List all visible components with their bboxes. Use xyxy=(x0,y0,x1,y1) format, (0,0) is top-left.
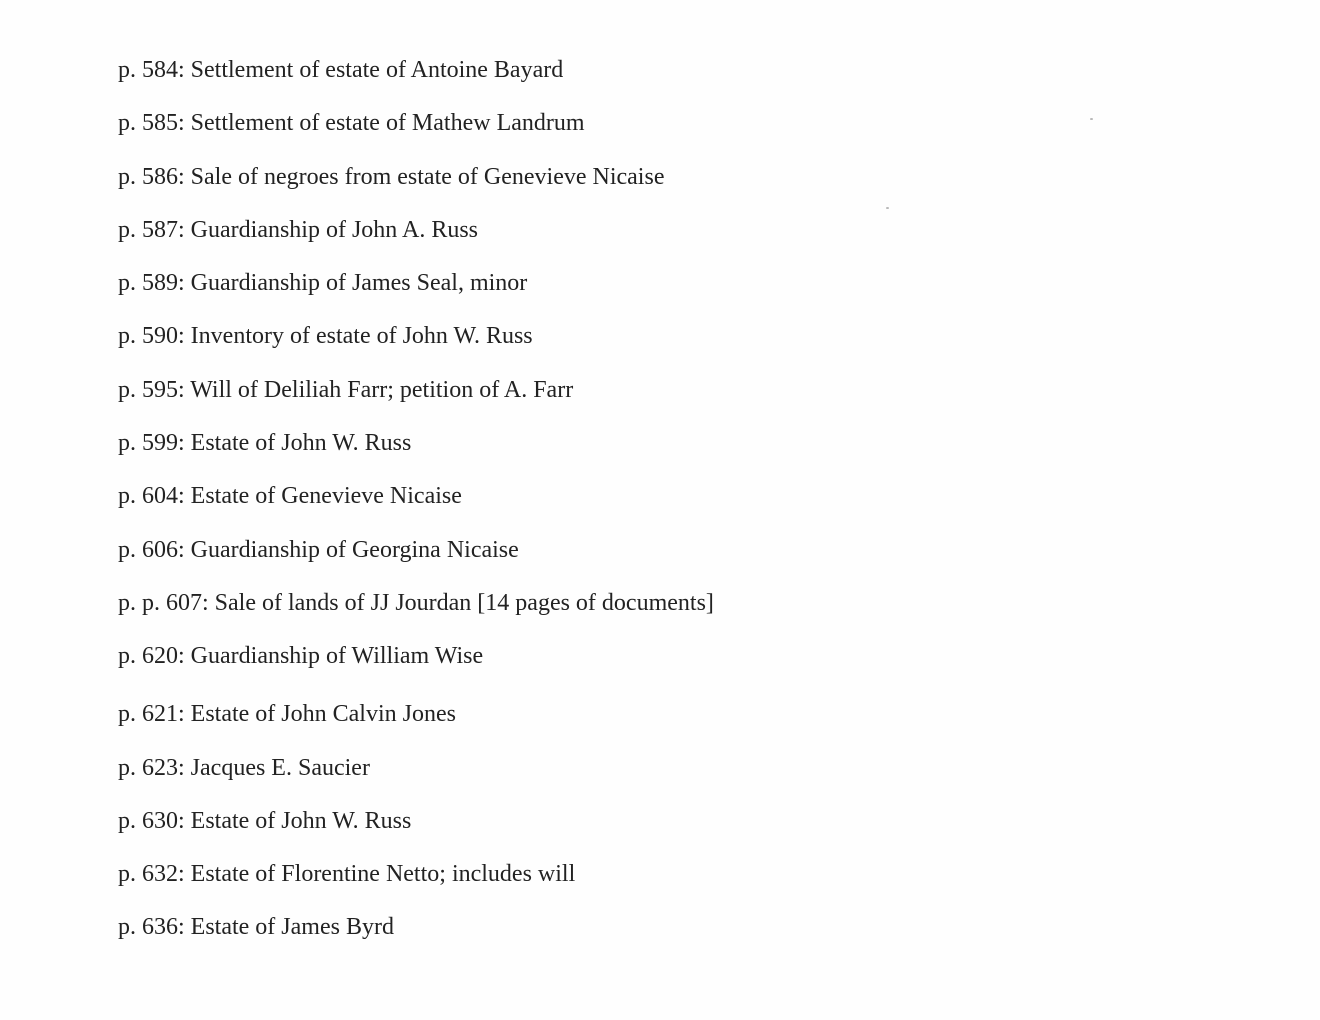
list-item: p. 620: Guardianship of William Wise xyxy=(118,643,484,670)
list-item: p. 632: Estate of Florentine Netto; includes will xyxy=(118,861,576,888)
list-item: p. 606: Guardianship of Georgina Nicaise xyxy=(118,536,519,563)
scan-speck xyxy=(1090,118,1093,120)
list-item: p. 623: Jacques E. Saucier xyxy=(118,754,370,781)
list-item: p. 584: Settlement of estate of Antoine Bayard xyxy=(118,57,564,83)
list-item: p. p. 607: Sale of lands of JJ Jourdan [14 pages of documents] xyxy=(118,589,714,616)
list-item: p. 604: Estate of Genevieve Nicaise xyxy=(118,483,462,510)
list-item: p. 636: Estate of James Byrd xyxy=(118,914,394,941)
scan-speck xyxy=(886,207,889,209)
list-item: p. 630: Estate of John W. Russ xyxy=(118,807,412,834)
list-item: p. 587: Guardianship of John A. Russ xyxy=(118,216,478,243)
list-item: p. 599: Estate of John W. Russ xyxy=(118,430,412,457)
list-item: p. 585: Settlement of estate of Mathew Landrum xyxy=(118,110,585,137)
list-item: p. 586: Sale of negroes from estate of Genevieve Nicaise xyxy=(118,163,665,190)
list-item: p. 590: Inventory of estate of John W. Russ xyxy=(118,323,533,350)
list-item: p. 589: Guardianship of James Seal, minor xyxy=(118,270,528,297)
entry-list xyxy=(118,52,714,963)
list-item: p. 595: Will of Deliliah Farr; petition of A. Farr xyxy=(118,376,574,403)
list-item: p. 621: Estate of John Calvin Jones xyxy=(118,701,456,728)
